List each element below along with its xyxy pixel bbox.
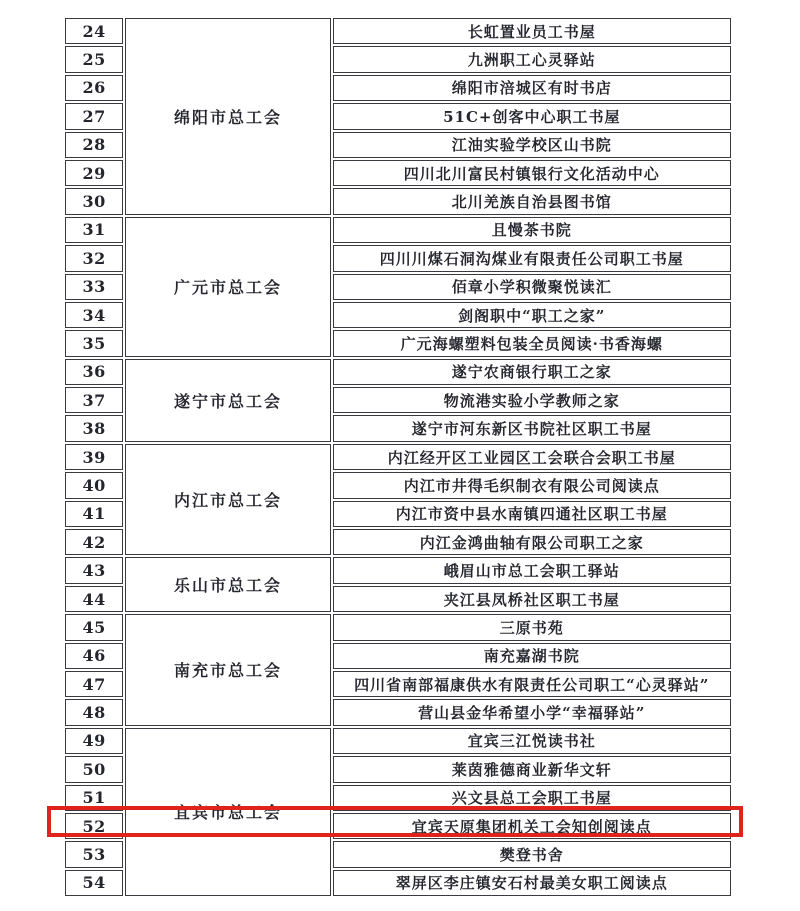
row-number-cell: 47 xyxy=(65,671,123,697)
site-cell: 且慢茶书院 xyxy=(333,217,731,243)
row-number-cell: 51 xyxy=(65,785,123,811)
site-cell: 内江市资中县水南镇四通社区职工书屋 xyxy=(333,501,731,527)
site-cell: 四川川煤石洞沟煤业有限责任公司职工书屋 xyxy=(333,245,731,271)
site-cell: 长虹置业员工书屋 xyxy=(333,18,731,44)
row-number-cell: 24 xyxy=(65,18,123,44)
org-cell: 南充市总工会 xyxy=(125,614,330,726)
row-number-cell: 50 xyxy=(65,756,123,782)
row-number-cell: 52 xyxy=(65,813,123,839)
table-row xyxy=(65,444,731,470)
row-number-cell: 41 xyxy=(65,501,123,527)
row-number-cell: 45 xyxy=(65,614,123,640)
site-cell: 江油实验学校区山书院 xyxy=(333,132,731,158)
row-number-cell: 30 xyxy=(65,188,123,214)
site-cell: 遂宁农商银行职工之家 xyxy=(333,359,731,385)
site-cell: 夹江县凤桥社区职工书屋 xyxy=(333,586,731,612)
site-cell: 内江金鸿曲轴有限公司职工之家 xyxy=(333,529,731,555)
row-number-cell: 31 xyxy=(65,217,123,243)
row-number-cell: 40 xyxy=(65,472,123,498)
row-number-cell: 54 xyxy=(65,870,123,896)
reading-sites-table xyxy=(63,16,733,898)
org-cell: 宜宾市总工会 xyxy=(125,728,330,896)
site-cell: 宜宾天原集团机关工会知创阅读点 xyxy=(333,813,731,839)
table-row xyxy=(65,18,731,44)
row-number-cell: 53 xyxy=(65,841,123,867)
site-cell: 三原书苑 xyxy=(333,614,731,640)
row-number-cell: 49 xyxy=(65,728,123,754)
row-number-cell: 44 xyxy=(65,586,123,612)
site-cell: 翠屏区李庄镇安石村最美女职工阅读点 xyxy=(333,870,731,896)
row-number-cell: 34 xyxy=(65,302,123,328)
row-number-cell: 38 xyxy=(65,415,123,441)
site-cell: 兴文县总工会职工书屋 xyxy=(333,785,731,811)
row-number-cell: 28 xyxy=(65,132,123,158)
row-number-cell: 46 xyxy=(65,643,123,669)
table-row xyxy=(65,728,731,754)
row-number-cell: 29 xyxy=(65,160,123,186)
site-cell: 营山县金华希望小学“幸福驿站” xyxy=(333,699,731,725)
table-body xyxy=(65,18,731,896)
row-number-cell: 43 xyxy=(65,557,123,583)
site-cell: 峨眉山市总工会职工驿站 xyxy=(333,557,731,583)
org-cell: 乐山市总工会 xyxy=(125,557,330,612)
site-cell: 广元海螺塑料包装全员阅读·书香海螺 xyxy=(333,330,731,356)
site-cell: 内江市井得毛织制衣有限公司阅读点 xyxy=(333,472,731,498)
site-cell: 物流港实验小学教师之家 xyxy=(333,387,731,413)
site-cell: 宜宾三江悦读书社 xyxy=(333,728,731,754)
site-cell: 遂宁市河东新区书院社区职工书屋 xyxy=(333,415,731,441)
org-cell: 广元市总工会 xyxy=(125,217,330,357)
row-number-cell: 26 xyxy=(65,75,123,101)
site-cell: 佰章小学积微聚悦读汇 xyxy=(333,274,731,300)
site-cell: 莱茵雅德商业新华文轩 xyxy=(333,756,731,782)
org-cell: 遂宁市总工会 xyxy=(125,359,330,442)
site-cell: 剑阁职中“职工之家” xyxy=(333,302,731,328)
table-row xyxy=(65,359,731,385)
table-row xyxy=(65,614,731,640)
site-cell: 九洲职工心灵驿站 xyxy=(333,46,731,72)
org-cell: 绵阳市总工会 xyxy=(125,18,330,215)
site-cell: 51C+创客中心职工书屋 xyxy=(333,103,731,129)
row-number-cell: 36 xyxy=(65,359,123,385)
site-cell: 樊登书舍 xyxy=(333,841,731,867)
row-number-cell: 48 xyxy=(65,699,123,725)
row-number-cell: 42 xyxy=(65,529,123,555)
org-cell: 内江市总工会 xyxy=(125,444,330,556)
site-cell: 内江经开区工业园区工会联合会职工书屋 xyxy=(333,444,731,470)
row-number-cell: 32 xyxy=(65,245,123,271)
row-number-cell: 39 xyxy=(65,444,123,470)
table-row xyxy=(65,217,731,243)
site-cell: 四川省南部福康供水有限责任公司职工“心灵驿站” xyxy=(333,671,731,697)
table-row xyxy=(65,557,731,583)
site-cell: 南充嘉湖书院 xyxy=(333,643,731,669)
site-cell: 绵阳市涪城区有时书店 xyxy=(333,75,731,101)
row-number-cell: 35 xyxy=(65,330,123,356)
row-number-cell: 37 xyxy=(65,387,123,413)
row-number-cell: 25 xyxy=(65,46,123,72)
site-cell: 四川北川富民村镇银行文化活动中心 xyxy=(333,160,731,186)
row-number-cell: 33 xyxy=(65,274,123,300)
row-number-cell: 27 xyxy=(65,103,123,129)
site-cell: 北川羌族自治县图书馆 xyxy=(333,188,731,214)
